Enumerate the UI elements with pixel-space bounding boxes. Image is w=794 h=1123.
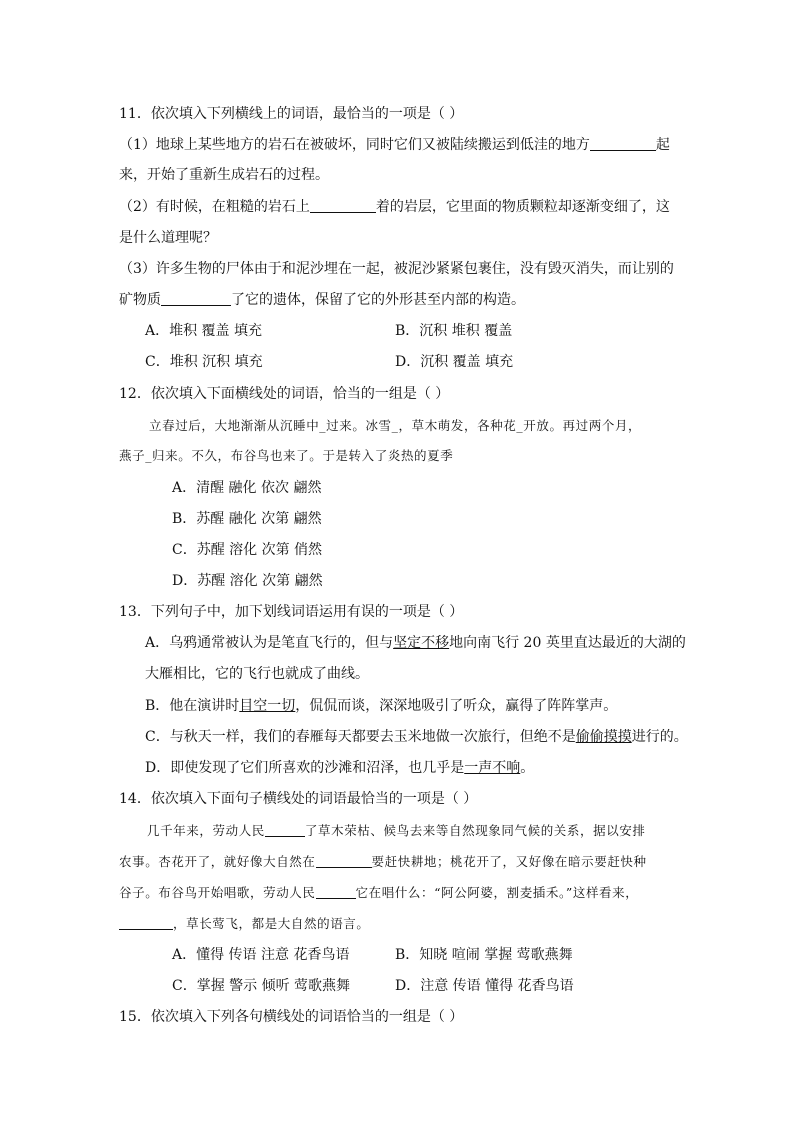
q14-passage-line-3 (119, 884, 638, 902)
q14-p3-text: 谷子。布谷鸟开始唱歌，劳动人民 (119, 885, 316, 900)
q11-s3-continued (119, 291, 525, 309)
q13-option-d (145, 759, 534, 777)
q14-option-c: C．掌握 警示 倾听 莺歌燕舞 (172, 978, 351, 994)
q11-sentence-1 (119, 136, 670, 154)
q11-s1-tail: 起 (655, 137, 670, 153)
question-14-stem: 14．依次填入下面句子横线处的词语最恰当的一项是（ ） (119, 791, 478, 807)
q14-passage-line-2 (119, 853, 647, 871)
q11-s3-text: 矿物质 (119, 292, 161, 308)
q14-p2-tail: 要赶快耕地；桃花开了，又好像在暗示要赶快种 (371, 854, 647, 869)
underlined-term: 一声不响 (464, 760, 521, 776)
q11-option-d: D．沉积 覆盖 填充 (395, 354, 514, 370)
q12-option-c: C．苏醒 溶化 次第 俏然 (172, 542, 323, 558)
q13-a-text-2: 地向南飞行 20 英里直达最近的大湖的 (449, 635, 686, 651)
underlined-term: 坚定不移 (393, 635, 450, 651)
fill-blank (119, 915, 173, 930)
q13-option-a-continued: 大雁相比，它的飞行也就成了曲线。 (145, 666, 369, 682)
question-15-stem: 15．依次填入下列各句横线处的词语恰当的一组是（ ） (119, 1009, 464, 1025)
q14-passage-line-1 (147, 822, 646, 840)
q12-passage-line-2: 燕子_归来。不久，布谷鸟也来了。于是转入了炎热的夏季 (119, 448, 454, 463)
q14-p1-text: 几千年来，劳动人民 (147, 823, 265, 838)
q14-p3-tail: 它在唱什么：“阿公阿婆，割麦插禾。”这样看来， (355, 885, 639, 900)
q11-sentence-2 (119, 198, 670, 216)
q11-option-a: A．堆积 覆盖 填充 (145, 323, 263, 339)
underlined-term: 偷偷摸摸 (575, 729, 632, 745)
q11-s2-tail: 着的岩层，它里面的物质颗粒却逐渐变细了，这 (375, 199, 670, 215)
underlined-term: 目空一切 (239, 698, 296, 714)
fill-blank (265, 822, 305, 837)
q13-d-text-2: 。 (520, 760, 535, 776)
q14-option-b: B．知晓 喧闹 掌握 莺歌燕舞 (395, 947, 573, 963)
q11-s3-tail: 了它的遗体，保留了它的外形甚至内部的构造。 (231, 292, 525, 308)
q11-s1-continued: 来，开始了重新生成岩石的过程。 (119, 167, 329, 183)
fill-blank (310, 198, 376, 213)
q11-s2-continued: 是什么道理呢？ (119, 230, 217, 246)
q12-option-d: D．苏醒 溶化 次第 翩然 (172, 573, 323, 589)
q12-option-a: A．清醒 融化 依次 翩然 (172, 480, 322, 496)
fill-blank (590, 136, 656, 151)
q11-s1-text: （1）地球上某些地方的岩石在被破坏，同时它们又被陆续搬运到低洼的地方 (119, 137, 590, 153)
question-12-stem: 12．依次填入下面横线处的词语，恰当的一组是（ ） (119, 386, 450, 402)
q14-option-d: D．注意 传语 懂得 花香鸟语 (395, 978, 574, 994)
q11-s2-text: （2）有时候，在粗糙的岩石上 (119, 199, 310, 215)
q13-option-b (145, 697, 617, 715)
q13-c-text: C．与秋天一样，我们的春雁每天都要去玉米地做一次旅行，但绝不是 (145, 729, 576, 745)
q11-sentence-3: （3）许多生物的尸体由于和泥沙埋在一起，被泥沙紧紧包裹住，没有毁灭消失，而让别的 (119, 261, 674, 277)
q13-a-text: A．乌鸦通常被认为是笔直飞行的，但与 (145, 635, 394, 651)
q14-p1-tail: 了草木荣枯、候鸟去来等自然现象同气候的关系，据以安排 (304, 823, 646, 838)
q14-option-a: A．懂得 传语 注意 花香鸟语 (172, 947, 350, 963)
q13-b-text-2: ，侃侃而谈，深深地吸引了听众，赢得了阵阵掌声。 (295, 698, 618, 714)
question-11-stem: 11．依次填入下列横线上的词语，最恰当的一项是（ ） (119, 106, 464, 122)
fill-blank (316, 853, 372, 868)
q13-option-a (145, 634, 686, 652)
q11-option-c: C．堆积 沉积 填充 (145, 354, 263, 370)
q13-d-text: D．即使发现了它们所喜欢的沙滩和沼泽，也几乎是 (145, 760, 465, 776)
q11-option-b: B．沉积 堆积 覆盖 (395, 323, 513, 339)
fill-blank (161, 291, 231, 306)
q14-p2-text: 农事。杏花开了，就好像大自然在 (119, 854, 316, 869)
q13-c-text-2: 进行的。 (631, 729, 688, 745)
q13-option-c (145, 728, 688, 746)
fill-blank (316, 884, 356, 899)
q14-passage-line-4 (119, 915, 370, 933)
q14-p4-tail: ，草长莺飞，都是大自然的语言。 (173, 916, 370, 931)
q12-passage-line-1: 立春过后，大地渐渐从沉睡中_过来。冰雪_，草木萌发，各种花_开放。再过两个月， (149, 418, 642, 433)
q12-option-b: B．苏醒 融化 次第 翩然 (172, 511, 322, 527)
q13-b-text: B．他在演讲时 (145, 698, 240, 714)
question-13-stem: 13．下列句子中，加下划线词语运用有误的一项是（ ） (119, 604, 464, 620)
